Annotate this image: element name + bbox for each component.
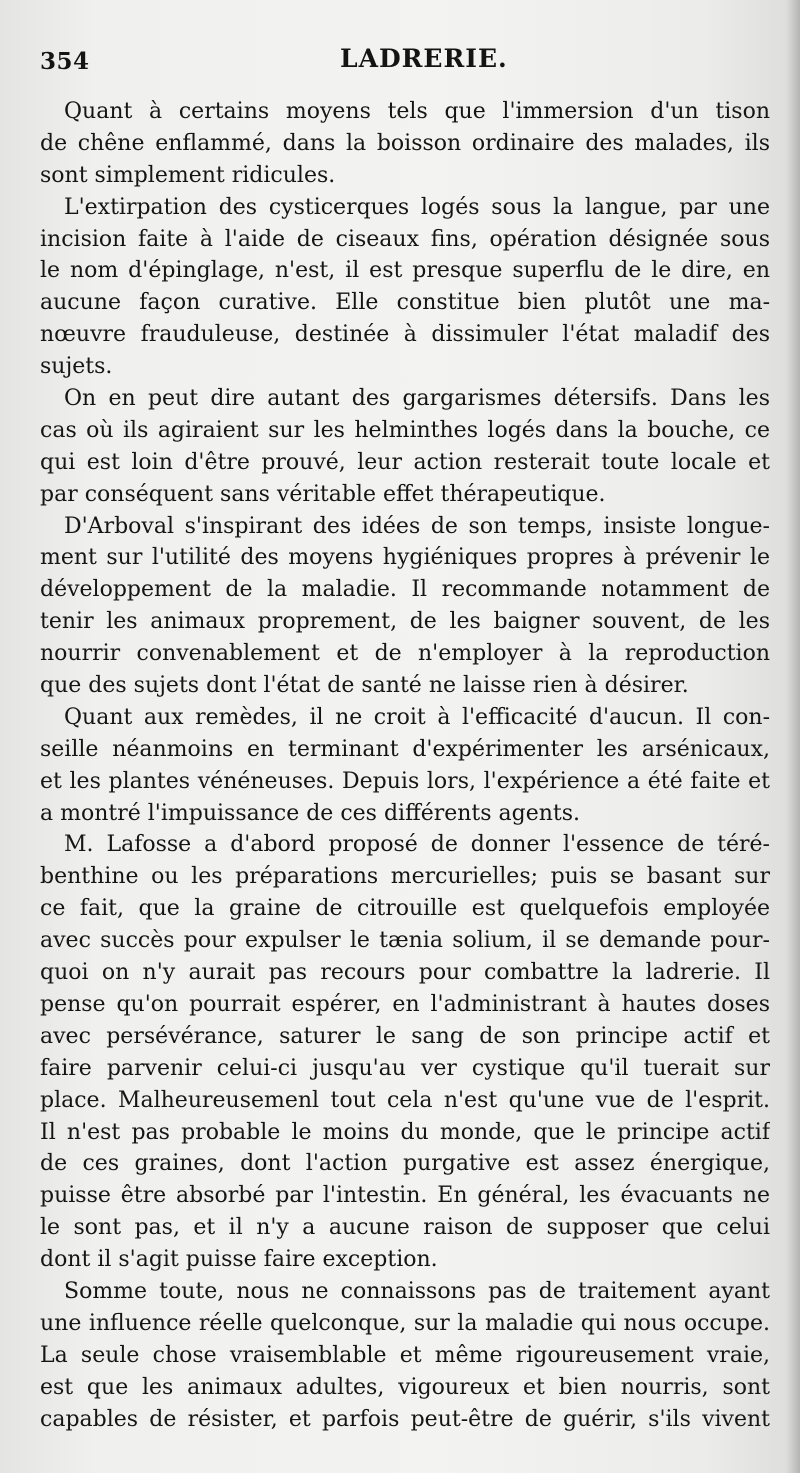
text-line: cas où ils agiraient sur les helminthes logés dans la bouche, ce [40,417,770,443]
text-line: est que les animaux adultes, vigoureux et bien nourris, sont [40,1374,770,1400]
text-line: incision faite à l'aide de ciseaux fins, opération désignée sous [40,226,770,252]
text-line: Il n'est pas probable le moins du monde, que le principe actif [40,1119,770,1145]
page-header [40,44,770,84]
paragraph [40,192,770,383]
text-line: capables de résister, et parfois peut-être de guérir, s'ils vivent [40,1406,770,1432]
text-line: qui est loin d'être prouvé, leur action resterait toute locale et [40,449,770,475]
text-line: avec persévérance, saturer le sang de son principe actif et [40,1023,770,1049]
text-line: et les plantes vénéneuses. Depuis lors, l'expérience a été faite et [40,768,770,794]
text-line: puisse être absorbé par l'intestin. En général, les évacuants ne [40,1183,770,1209]
text-line: ce fait, que la graine de citrouille est quelquefois employée [40,896,770,922]
text-line: avec succès pour expulser le tænia solium, il se demande pour- [40,928,770,954]
text-line: ment sur l'utilité des moyens hygiéniques propres à prévenir le [40,545,770,571]
text-line: dont il s'agit puisse faire exception. [40,1247,438,1273]
paragraph [40,829,770,1275]
text-line: Somme toute, nous ne connaissons pas de traitement ayant [64,1278,770,1304]
text-line: le sont pas, et il n'y a aucune raison de supposer que celui [40,1215,770,1241]
text-line: que des sujets dont l'état de santé ne laisse rien à désirer. [40,673,689,699]
text-line: sujets. [40,354,113,380]
running-title: LADRERIE. [340,44,508,73]
body-text [40,96,770,1435]
page-number: 354 [40,48,90,75]
text-line: nourrir convenablement et de n'employer à la reproduction [40,641,770,667]
text-line: seille néanmoins en terminant d'expérimenter les arsénicaux, [40,736,770,762]
text-line: La seule chose vraisemblable et même rigoureusement vraie, [40,1342,770,1368]
text-line: de chêne enflammé, dans la boisson ordinaire des malades, ils [40,130,770,156]
text-line: L'extirpation des cysticerques logés sous la langue, par une [64,194,770,220]
paragraph [40,383,770,511]
text-line: de ces graines, dont l'action purgative est assez énergique, [40,1151,770,1177]
text-line: sont simplement ridicules. [40,162,336,188]
text-line: On en peut dire autant des gargarismes détersifs. Dans les [64,386,770,412]
text-line: benthine ou les préparations mercurielles; puis se basant sur [40,864,770,890]
text-line: Quant à certains moyens tels que l'immersion d'un tison [64,99,770,124]
text-line: développement de la maladie. Il recommande notamment de [40,577,770,603]
text-line: le nom d'épinglage, n'est, il est presque superflu de le dire, en [40,258,770,284]
text-line: place. Malheureusemenl tout cela n'est qu'une vue de l'esprit. [40,1087,770,1113]
text-line: pense qu'on pourrait espérer, en l'administrant à hautes doses [40,991,770,1017]
paragraph [40,96,770,192]
text-line: Quant aux remèdes, il ne croit à l'efficacité d'aucun. Il con- [64,704,770,730]
text-line: par conséquent sans véritable effet thérapeutique. [40,481,606,507]
text-line: nœuvre frauduleuse, destinée à dissimuler l'état maladif des [40,322,770,348]
text-line: quoi on n'y aurait pas recours pour combattre la ladrerie. Il [40,960,770,986]
text-line: aucune façon curative. Elle constitue bien plutôt une ma- [40,290,770,316]
text-line: M. Lafosse a d'abord proposé de donner l'essence de téré- [64,832,770,858]
page-edge-shadow [786,0,800,1473]
text-line: tenir les animaux proprement, de les baigner souvent, de les [40,609,770,635]
text-line: une influence réelle quelconque, sur la maladie qui nous occupe. [40,1310,770,1336]
text-line: faire parvenir celui-ci jusqu'au ver cystique qu'il tuerait sur [40,1055,770,1081]
text-line: a montré l'impuissance de ces différents agents. [40,800,581,826]
paragraph [40,511,770,702]
paragraph [40,1276,770,1435]
text-line: D'Arboval s'inspirant des idées de son temps, insiste longue- [64,513,770,539]
paragraph [40,702,770,830]
